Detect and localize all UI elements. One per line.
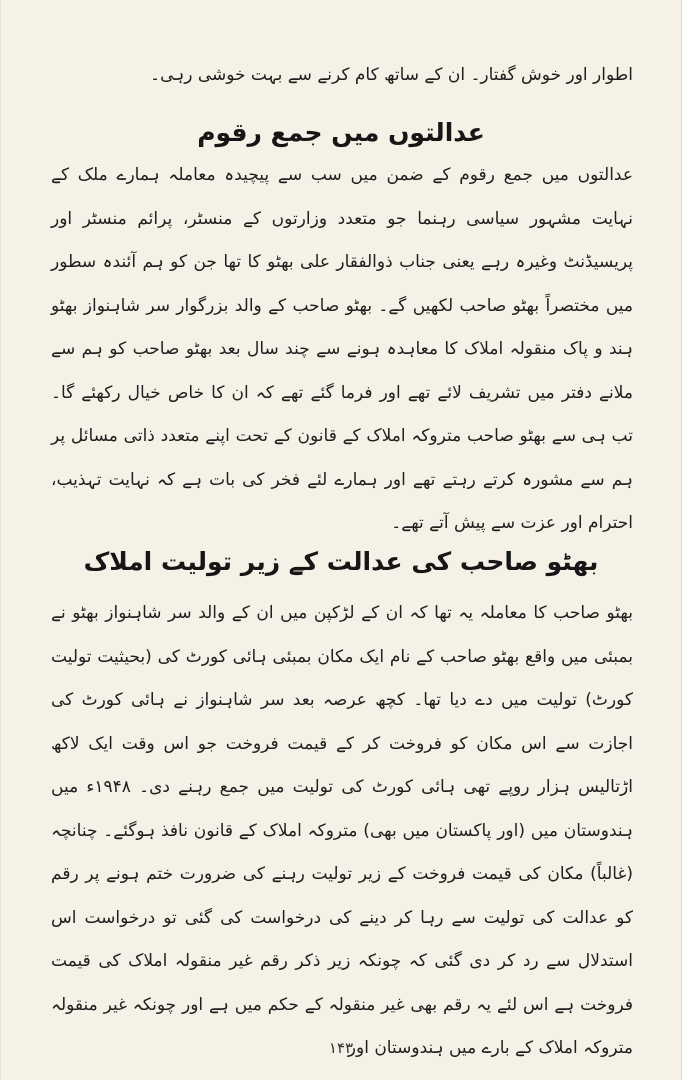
section-court-deposits-text: عدالتوں میں جمع رقوم کے ضمن میں سب سے پیچیدہ معاملہ ہمارے ملک کے نہایت مشہور سیاسی رہنما جو متعدد وزارتوں کے منسٹر، پرائم منسٹر اور پریسیڈنٹ وغیرہ رہے یعنی جناب ذوالفقار علی بھٹو کا تھا جن کو ہم آئندہ سطور میں مختصراً بھٹو صاحب لکھیں گے۔ بھٹو صاحب کے والد بزرگوار سر شاہنواز بھٹو ہند و پاک منقولہ املاک کا معاہدہ ہونے سے چند سال بعد بھٹو صاحب کو ہم سے ملانے دفتر میں تشریف لائے تھے اور فرما گئے تھے کہ ان کا خاص خیال رکھئے گا۔ تب ہی سے بھٹو صاحب متروکہ املاک کے قانون کے تحت اپنے متعدد ذاتی مسائل پر ہم سے مشورہ کرتے رہتے تھے اور ہمارے لئے فخر کی بات ہے کہ نہایت تہذیب، احترام اور عزت سے پیش آتے تھے۔ <box>51 165 633 533</box>
section-heading-court-deposits: عدالتوں میں جمع رقوم <box>197 118 485 147</box>
top-line-text: اطوار اور خوش گفتار۔ ان کے ساتھ کام کرنے سے بہت خوشی رہی۔ <box>150 65 633 85</box>
section-heading-bhutto-trust-property: بھٹو صاحب کی عدالت کے زیر تولیت املاک <box>83 547 599 576</box>
page-number: ۱۴۳ <box>328 1039 354 1057</box>
section-bhutto-trust-property-text: بھٹو صاحب کا معاملہ یہ تھا کہ ان کے لڑکپن میں ان کے والد سر شاہنواز بھٹو نے بمبئی میں واقع بھٹو صاحب کے نام ایک مکان بمبئی ہائی کورٹ کی (بحیثیت تولیت کورٹ) تولیت میں دے دیا تھا۔ کچھ عرصہ بعد سر شاہنواز نے ہائی کورٹ کی اجازت سے اس مکان کو فروخت کر کے قیمت فروخت جو اس وقت ایک لاکھ اڑتالیس ہزار روپے تھی ہائی کورٹ کی تولیت میں جمع رہنے دی۔ ۱۹۴۸ء میں ہندوستان میں (اور پاکستان میں بھی) متروکہ املاک کے قانون نافذ ہوگئے۔ چنانچہ (غالباً) مکان کی قیمت فروخت کے زیر تولیت رہنے کی ضرورت ختم ہونے پر رقم کو عدالت کی تولیت سے رہا کر دینے کی درخواست کی گئی تو درخواست اس استدلال سے رد کر دی گئی کہ چونکہ زیر ذکر رقم غیر منقولہ املاک کی قیمت فروخت ہے اس لئے یہ رقم بھی غیر منقولہ کے حکم میں ہے اور چونکہ غیر منقولہ متروکہ املاک کے بارے میں ہندوستان اور <box>51 603 633 1058</box>
